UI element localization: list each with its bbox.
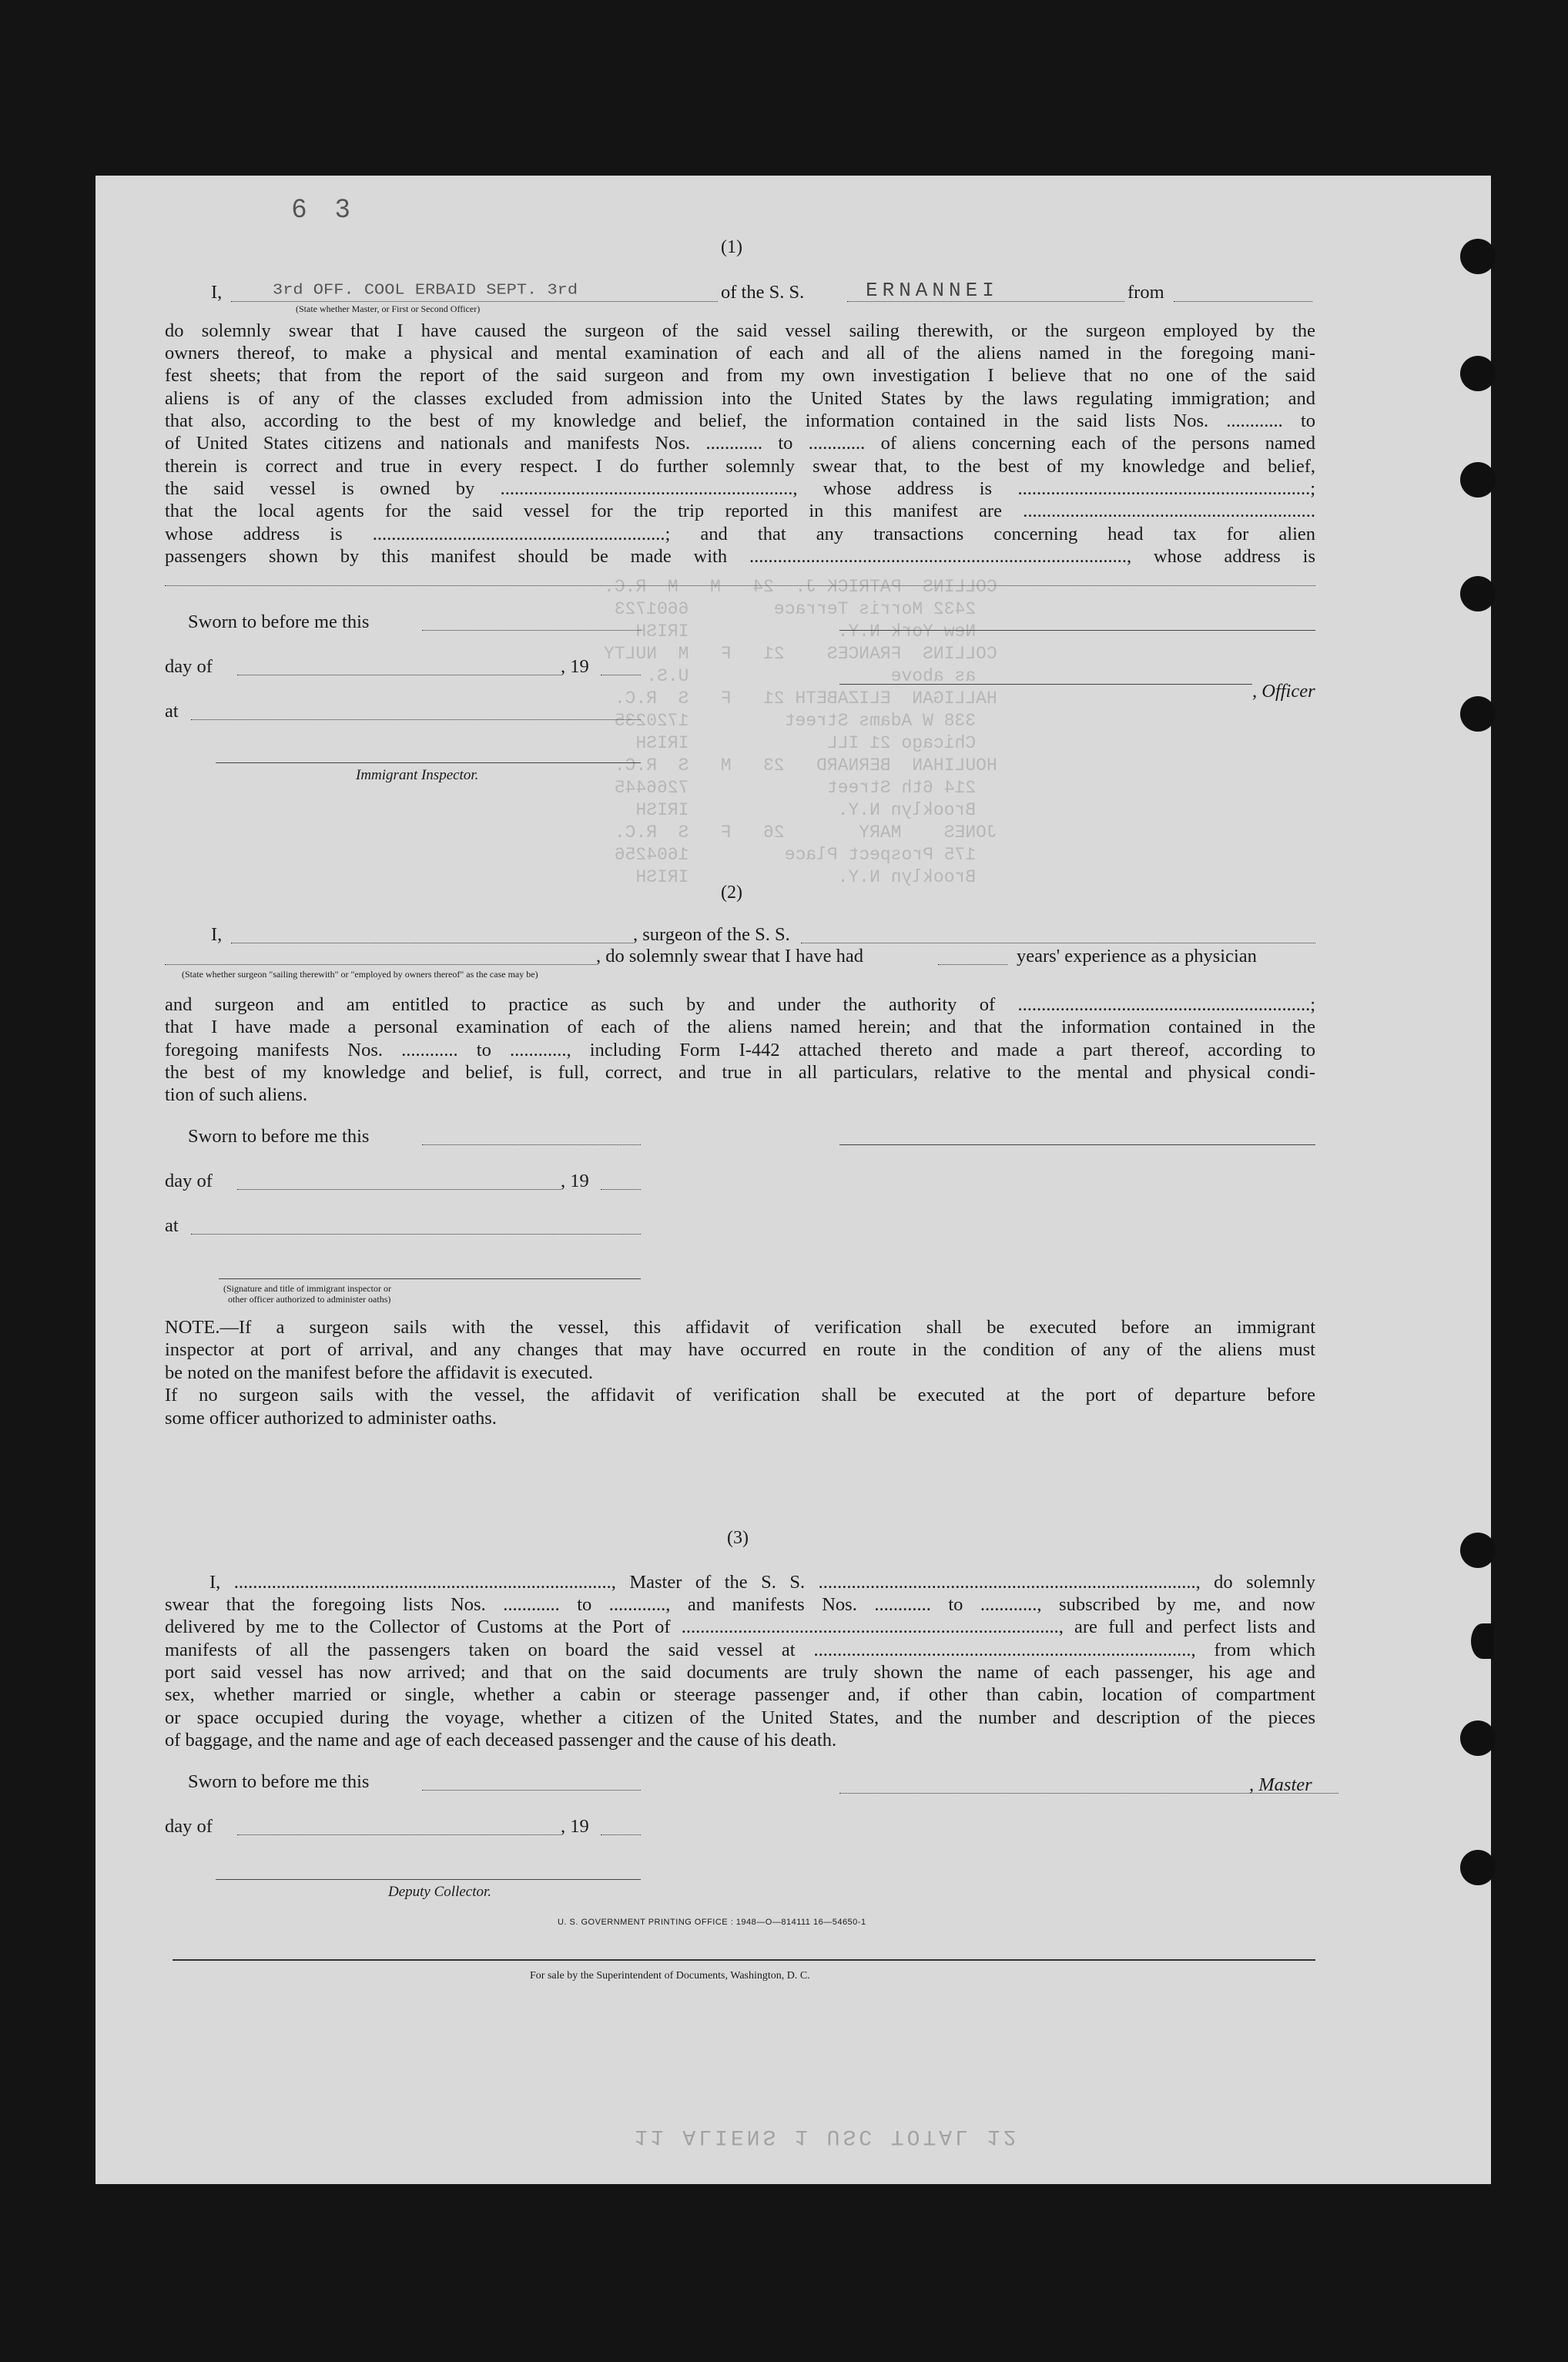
- binder-hole: [1460, 1533, 1496, 1568]
- binder-hole: [1460, 356, 1496, 391]
- affidavit-1-line: owners thereof, to make a physical and mental examination of each and all of the aliens named in the foregoing mani-: [165, 343, 1315, 364]
- affidavit-1-line: the said vessel is owned by .............................................................., whose address is ..............................................................;: [165, 478, 1315, 499]
- year-label-1: , 19: [561, 656, 589, 677]
- sworn-date-line-2: [422, 1144, 641, 1145]
- officer-signature-line-top: [839, 630, 1315, 631]
- years-line: [938, 964, 1007, 965]
- inspector-signature-line-2: [219, 1278, 641, 1279]
- year-label-2: , 19: [561, 1171, 589, 1191]
- page-number: 6 3: [292, 194, 361, 223]
- sale-notice: For sale by the Superintendent of Documents, Washington, D. C.: [530, 1970, 810, 1982]
- deputy-signature-line: [216, 1879, 641, 1880]
- affidavit-2-line: tion of such aliens.: [165, 1084, 308, 1105]
- at-line-2: [191, 1234, 641, 1235]
- surgeon-ss-label: , surgeon of the S. S.: [633, 924, 790, 945]
- at-line-1: [191, 719, 641, 720]
- typed-vessel-name: ERNANNEI: [866, 279, 999, 302]
- affidavit-1-line: fest sheets; that from the report of the said surgeon and from my own investigation I believe that no one of the said: [165, 365, 1315, 386]
- affidavit-2-line: that I have made a personal examination of each of the aliens named herein; and that the information contained in the: [165, 1017, 1315, 1037]
- gpo-imprint: U. S. GOVERNMENT PRINTING OFFICE : 1948—O—814111 16—54650-1: [558, 1918, 866, 1927]
- inspector-label: Immigrant Inspector.: [356, 767, 479, 783]
- affidavit-1-line: of United States citizens and nationals and manifests Nos. ............ to ............ of aliens concerning each of the persons named: [165, 433, 1315, 454]
- sworn-date-line-1: [422, 630, 641, 631]
- bleed-through-total: 11 ALIENS 1 USC TOTAL 12: [635, 2124, 1020, 2148]
- sworn-date-line-3: [422, 1790, 641, 1791]
- affidavit-1-line: therein is correct and true in every respect. I do further solemnly swear that, to the best of my knowledge and belief,: [165, 456, 1315, 477]
- year-label-3: , 19: [561, 1816, 589, 1837]
- officer-label: , Officer: [1252, 681, 1315, 702]
- years-experience-label: years' experience as a physician: [1017, 946, 1257, 967]
- binder-hole: [1471, 1623, 1494, 1659]
- affidavit-1-line: that also, according to the best of my knowledge and belief, the information contained in the said lists Nos. ............ to: [165, 410, 1315, 431]
- affidavit-3-line: swear that the foregoing lists Nos. ............ to ............, and manifests Nos. ............ to ............, subscribed by me, and now: [165, 1594, 1315, 1615]
- section-1-number: (1): [721, 237, 742, 257]
- binder-hole: [1460, 462, 1496, 498]
- year-line-3: [601, 1834, 641, 1835]
- affidavit-1-line: that the local agents for the said vessel for the trip reported in this manifest are ..............................................................: [165, 501, 1315, 521]
- manifest-sheet: [95, 176, 1491, 2184]
- note-line: some officer authorized to administer oaths.: [165, 1408, 497, 1429]
- note-line: be noted on the manifest before the affidavit is executed.: [165, 1362, 594, 1383]
- master-label: , Master: [1249, 1774, 1312, 1795]
- typed-rank: 3rd OFF. COOL ERBAID SEPT. 3rd: [273, 281, 578, 299]
- address-line: [165, 585, 1315, 586]
- section-2-i: I,: [211, 924, 223, 945]
- surgeon-caption: (State whether surgeon "sailing therewith" or "employed by owners thereof" as the case may be): [182, 969, 538, 980]
- day-of-label-3: day of: [165, 1816, 213, 1837]
- affidavit-1-line: passengers shown by this manifest should be made with ................................................................................, whose address is: [165, 546, 1315, 567]
- binder-hole: [1460, 696, 1496, 732]
- note-line: If no surgeon sails with the vessel, the affidavit of verification shall be executed at the port of departure before: [165, 1385, 1315, 1405]
- day-of-label-1: day of: [165, 656, 213, 677]
- affidavit-1-line: aliens is of any of the classes excluded from admission into the United States by the laws regulating immigration; and: [165, 388, 1315, 409]
- affidavit-3-line: port said vessel has now arrived; and that on the said documents are truly shown the name of each passenger, his age and: [165, 1662, 1315, 1683]
- deputy-collector-label: Deputy Collector.: [388, 1884, 492, 1900]
- footer-rule: [173, 1959, 1315, 1961]
- officer-signature-line: [839, 684, 1252, 685]
- rank-caption: (State whether Master, or First or Second Officer): [296, 303, 481, 314]
- affidavit-2-line: the best of my knowledge and belief, is full, correct, and true in all particulars, relative to the mental and physical condi-: [165, 1062, 1315, 1083]
- years-swear-label: , do solemnly swear that I have had: [596, 946, 863, 967]
- affidavit-3-line: or space occupied during the voyage, whether a citizen of the United States, and the number and description of the pieces: [165, 1707, 1315, 1728]
- from-label: from: [1127, 282, 1164, 303]
- affidavit-2-line: foregoing manifests Nos. ............ to ............, including Form I-442 attached thereto and made a part thereof, according to: [165, 1040, 1315, 1060]
- affidavit-3-line: manifests of all the passengers taken on board the said vessel at ................................................................................, from which: [165, 1640, 1315, 1660]
- affidavit-1-line: whose address is ..............................................................; and that any transactions concerning head tax for alien: [165, 524, 1315, 544]
- day-of-label-2: day of: [165, 1171, 213, 1191]
- affidavit-3-line: of baggage, and the name and age of each deceased passenger and the cause of his death.: [165, 1730, 837, 1751]
- note-line: inspector at port of arrival, and any changes that may have occurred en route in the condition of any of the aliens must: [165, 1339, 1315, 1360]
- binder-hole: [1460, 1720, 1496, 1756]
- inspector-signature-line: [216, 762, 641, 763]
- binder-hole: [1460, 239, 1496, 274]
- binder-hole: [1460, 576, 1496, 611]
- affidavit-1-line: do solemnly swear that I have caused the surgeon of the said vessel sailing therewith, or the surgeon employed by the: [165, 320, 1315, 341]
- section-3-number: (3): [727, 1528, 749, 1548]
- year-line-2: [601, 1189, 641, 1190]
- day-of-line-2: [237, 1189, 561, 1190]
- at-label-2: at: [165, 1215, 179, 1236]
- signature-caption: other officer authorized to administer oaths): [228, 1294, 391, 1305]
- affidavit-3-line: I, ................................................................................, Master of the S. S. ................................................................................, do solemnly: [209, 1572, 1315, 1593]
- section-1-i: I,: [211, 282, 223, 303]
- surgeon-signature-line: [839, 1144, 1315, 1145]
- note-line: NOTE.—If a surgeon sails with the vessel, this affidavit of verification shall be executed before an immigrant: [165, 1317, 1315, 1338]
- at-label-1: at: [165, 701, 179, 722]
- sworn-label-1: Sworn to before me this: [188, 611, 370, 632]
- affidavit-2-line: and surgeon and am entitled to practice as such by and under the authority of ..............................................................;: [165, 994, 1315, 1015]
- of-the-ss-label: of the S. S.: [721, 282, 805, 303]
- affidavit-3-line: delivered by me to the Collector of Customs at the Port of ................................................................................, are full and perfect lists and: [165, 1617, 1315, 1637]
- day-of-line-3: [237, 1834, 561, 1835]
- sworn-label-2: Sworn to before me this: [188, 1126, 370, 1147]
- bleed-through: COLLINS PATRICK J. 24 M M R.C. 2432 Morris Terrace 6601723 New York N.Y. IRISH COLLINS FRANCES 21 F M NULTY as above U.S. HALLIGAN ELIZABETH 21 F S R.C. 338 W Adams Street 1720235 Chicago 21 ILL IRISH HOULIHAN BERNARD 23 M S R.C. 214 6th Street 7266445 Brooklyn N.Y. IRISH JONES MARY 26 F S R.C. 175 Prospect Place 1604256 Brooklyn N.Y. IRISH: [604, 577, 997, 887]
- sworn-label-3: Sworn to before me this: [188, 1771, 370, 1792]
- signature-caption: (Signature and title of immigrant inspector or: [223, 1283, 391, 1294]
- rank-line: [231, 301, 718, 302]
- from-line: [1174, 301, 1312, 302]
- binder-hole: [1460, 1850, 1496, 1885]
- section-2-number: (2): [721, 883, 742, 903]
- affidavit-3-line: sex, whether married or single, whether a cabin or steerage passenger and, if other than cabin, location of compartment: [165, 1684, 1315, 1705]
- surgeon-type-line: [165, 964, 596, 965]
